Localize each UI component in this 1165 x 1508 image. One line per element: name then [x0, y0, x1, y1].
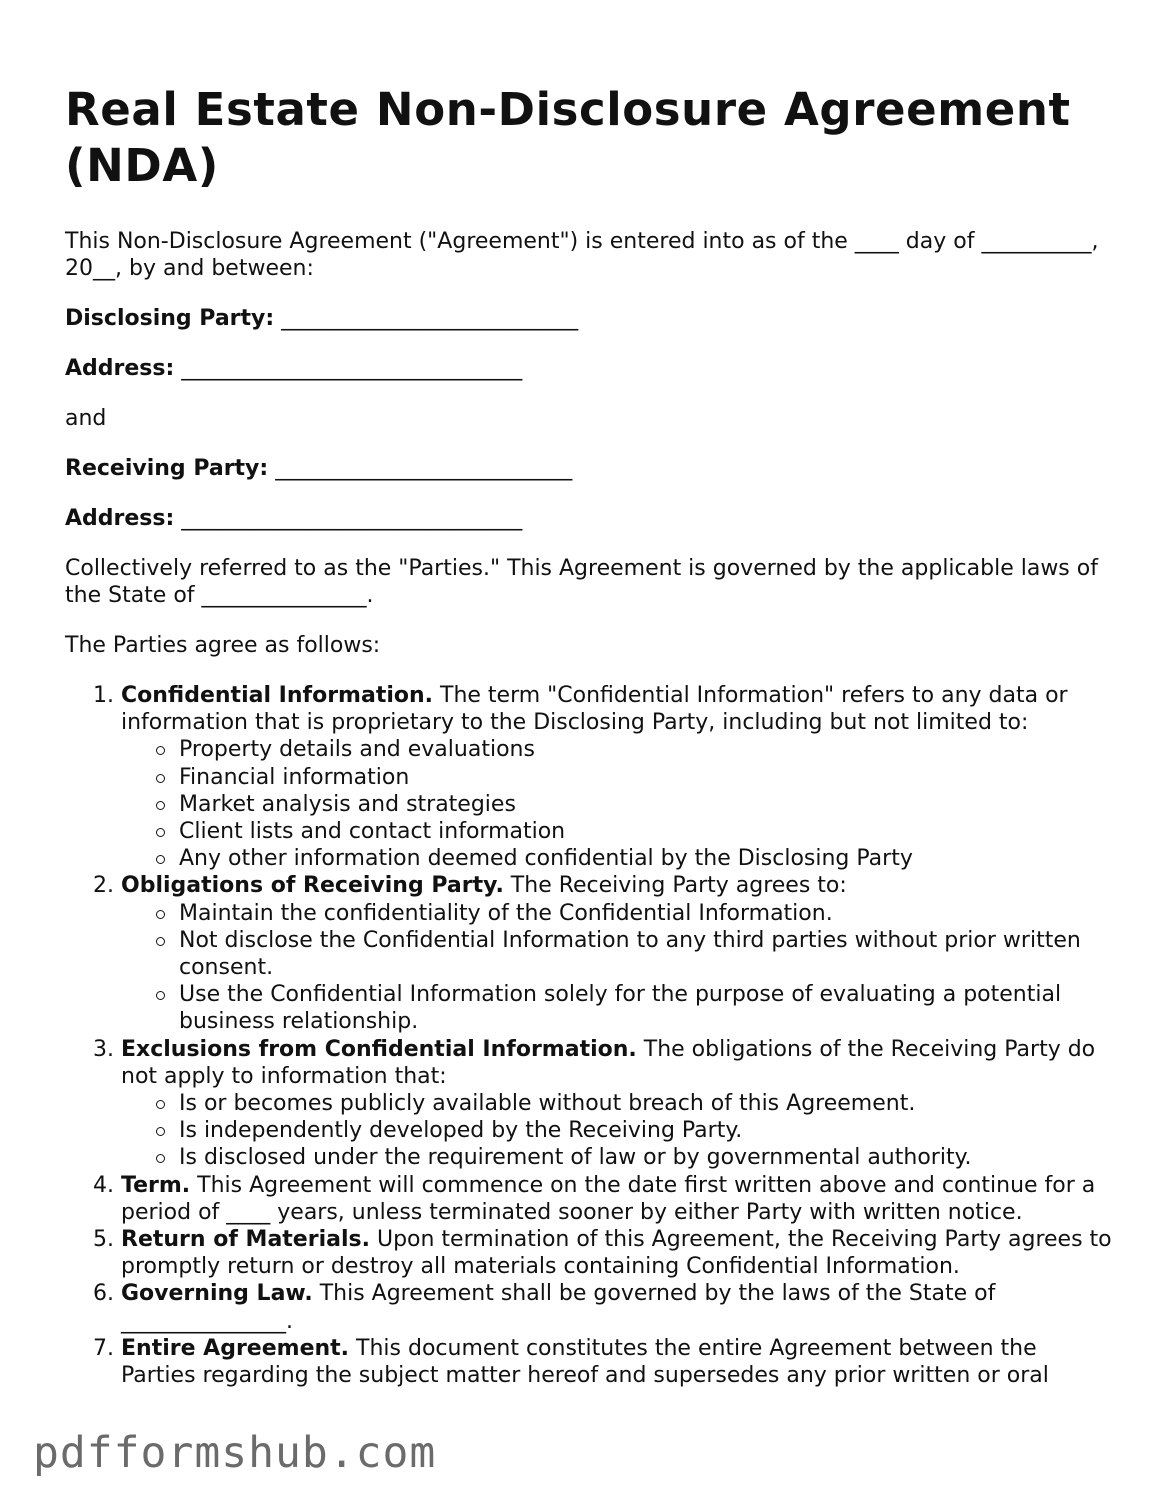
term-sublist: [121, 900, 1115, 1036]
receiving-party-blank[interactable]: ___________________________: [268, 456, 573, 481]
document-page: [65, 82, 1115, 1389]
term-item: [121, 1036, 1115, 1172]
term-item: [121, 872, 1115, 1035]
receiving-party-label: Receiving Party:: [65, 456, 269, 481]
term-item: [121, 1335, 1115, 1389]
agree-paragraph: The Parties agree as follows:: [65, 633, 381, 658]
disclosing-address-label: Address:: [65, 356, 175, 381]
receiving-address-blank[interactable]: _______________________________: [174, 506, 523, 531]
term-text: This Agreement shall be governed by the laws of the State of _______________.: [121, 1281, 996, 1334]
disclosing-party-label: Disclosing Party:: [65, 306, 275, 331]
intro-paragraph: This Non-Disclosure Agreement ("Agreement") is entered into as of the ____ day of __________, 20__, by and between:: [65, 229, 1099, 281]
term-text: Upon termination of this Agreement, the Receiving Party agrees to promptly return or destroy all materials containing Confidential Information.: [121, 1227, 1112, 1280]
sublist-item: Property details and evaluations: [179, 736, 1115, 763]
sublist-item: Is or becomes publicly available without breach of this Agreement.: [179, 1090, 1115, 1117]
disclosing-party-blank[interactable]: ___________________________: [274, 306, 579, 331]
term-heading: Return of Materials.: [121, 1227, 370, 1253]
term-item: [121, 1226, 1115, 1280]
sublist-item: Maintain the confidentiality of the Confidential Information.: [179, 900, 1115, 927]
receiving-address-line: [65, 505, 1115, 532]
term-heading: Entire Agreement.: [121, 1335, 350, 1361]
term-heading: Governing Law.: [121, 1281, 313, 1307]
term-sublist: [121, 1090, 1115, 1172]
disclosing-address-line: [65, 355, 1115, 382]
collectively-paragraph: Collectively referred to as the "Parties." This Agreement is governed by the applicable laws of the State of _______________.: [65, 556, 1098, 608]
and-text: and: [65, 406, 107, 431]
term-item: [121, 682, 1115, 872]
term-text: The term "Confidential Information" refers to any data or information that is proprietary to the Disclosing Party, including but not limited to:: [121, 683, 1068, 736]
sublist-item: Is disclosed under the requirement of law or by governmental authority.: [179, 1144, 1115, 1171]
terms-list: [65, 682, 1115, 1389]
term-text: This document constitutes the entire Agreement between the Parties regarding the subject matter hereof and supersedes any prior written or oral: [121, 1335, 1049, 1389]
site-watermark: pdfformshub.com: [33, 1428, 437, 1478]
term-heading: Obligations of Receiving Party.: [121, 873, 504, 899]
disclosing-address-blank[interactable]: _______________________________: [174, 356, 523, 381]
sublist-item: Financial information: [179, 764, 1115, 791]
receiving-address-label: Address:: [65, 506, 175, 531]
document-title: Real Estate Non-Disclosure Agreement (NDA): [65, 83, 1071, 192]
term-sublist: [121, 736, 1115, 872]
term-heading: Term.: [121, 1172, 191, 1198]
receiving-party-line: [65, 455, 1115, 482]
term-text: This Agreement will commence on the date first written above and continue for a period of ____ years, unless terminated sooner by either Party with written notice.: [121, 1172, 1096, 1225]
term-text: The obligations of the Receiving Party do not apply to information that:: [121, 1036, 1096, 1089]
sublist-item: Any other information deemed confidential by the Disclosing Party: [179, 845, 1115, 872]
sublist-item: Not disclose the Confidential Information to any third parties without prior written consent.: [179, 927, 1115, 981]
sublist-item: Client lists and contact information: [179, 818, 1115, 845]
sublist-item: Use the Confidential Information solely for the purpose of evaluating a potential business relationship.: [179, 981, 1115, 1035]
term-item: [121, 1280, 1115, 1334]
term-heading: Confidential Information.: [121, 683, 434, 708]
sublist-item: Market analysis and strategies: [179, 791, 1115, 818]
term-item: [121, 1172, 1115, 1226]
term-heading: Exclusions from Confidential Information.: [121, 1036, 637, 1062]
disclosing-party-line: [65, 305, 1115, 332]
term-text: The Receiving Party agrees to:: [503, 873, 847, 899]
sublist-item: Is independently developed by the Receiving Party.: [179, 1117, 1115, 1144]
